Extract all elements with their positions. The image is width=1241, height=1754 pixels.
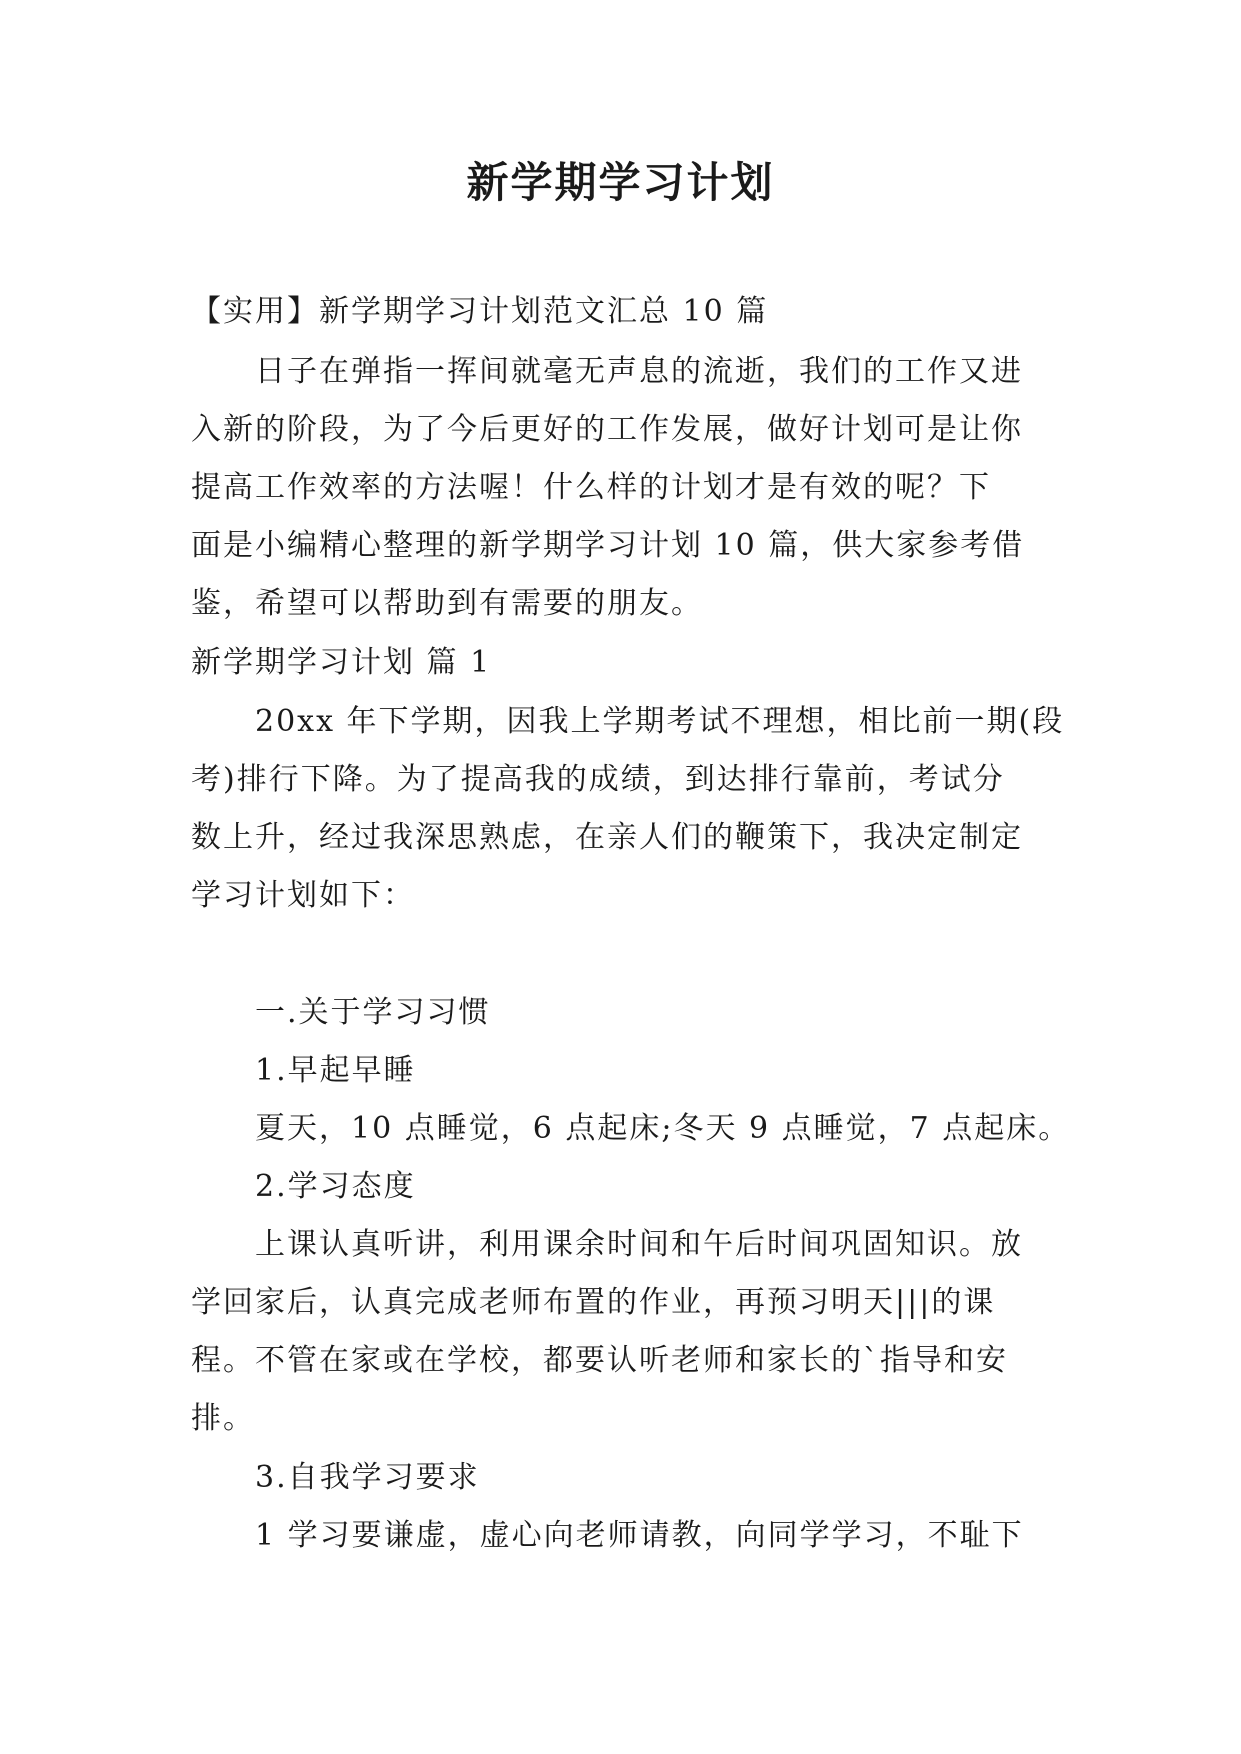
section-heading: 新学期学习计划 篇 1 <box>191 645 492 680</box>
subsection-heading: 一.关于学习习惯 <box>255 995 491 1030</box>
paragraph-line: 鉴，希望可以帮助到有需要的朋友。 <box>191 586 703 621</box>
paragraph-line: 学回家后，认真完成老师布置的作业，再预习明天|||的课 <box>191 1285 996 1320</box>
paragraph-line: 日子在弹指一挥间就毫无声息的流逝，我们的工作又进 <box>255 354 1023 389</box>
paragraph-line: 上课认真听讲，利用课余时间和午后时间巩固知识。放 <box>255 1227 1023 1262</box>
paragraph-line: 20xx 年下学期，因我上学期考试不理想，相比前一期(段 <box>255 704 1065 739</box>
list-heading: 3.自我学习要求 <box>255 1460 480 1495</box>
paragraph-line: 程。不管在家或在学校，都要认听老师和家长的`指导和安 <box>191 1343 1008 1378</box>
paragraph-line: 提高工作效率的方法喔！什么样的计划才是有效的呢？下 <box>191 470 991 505</box>
list-heading: 2.学习态度 <box>255 1169 416 1204</box>
paragraph-line: 入新的阶段，为了今后更好的工作发展，做好计划可是让你 <box>191 412 1023 447</box>
paragraph-line: 数上升，经过我深思熟虑，在亲人们的鞭策下，我决定制定 <box>191 820 1023 855</box>
paragraph-line: 1 学习要谦虚，虚心向老师请教，向同学学习，不耻下 <box>255 1518 1024 1553</box>
paragraph-line: 排。 <box>191 1401 255 1436</box>
paragraph-line: 面是小编精心整理的新学期学习计划 10 篇，供大家参考借 <box>191 528 1025 563</box>
list-heading: 1.早起早睡 <box>255 1053 416 1088</box>
paragraph-line: 考)排行下降。为了提高我的成绩，到达排行靠前，考试分 <box>191 762 1005 797</box>
intro-heading: 【实用】新学期学习计划范文汇总 10 篇 <box>191 294 769 329</box>
paragraph-line: 夏天，10 点睡觉，6 点起床;冬天 9 点睡觉，7 点起床。 <box>255 1111 1071 1146</box>
paragraph-line: 学习计划如下： <box>191 878 415 913</box>
document-title: 新学期学习计划 <box>466 158 775 207</box>
